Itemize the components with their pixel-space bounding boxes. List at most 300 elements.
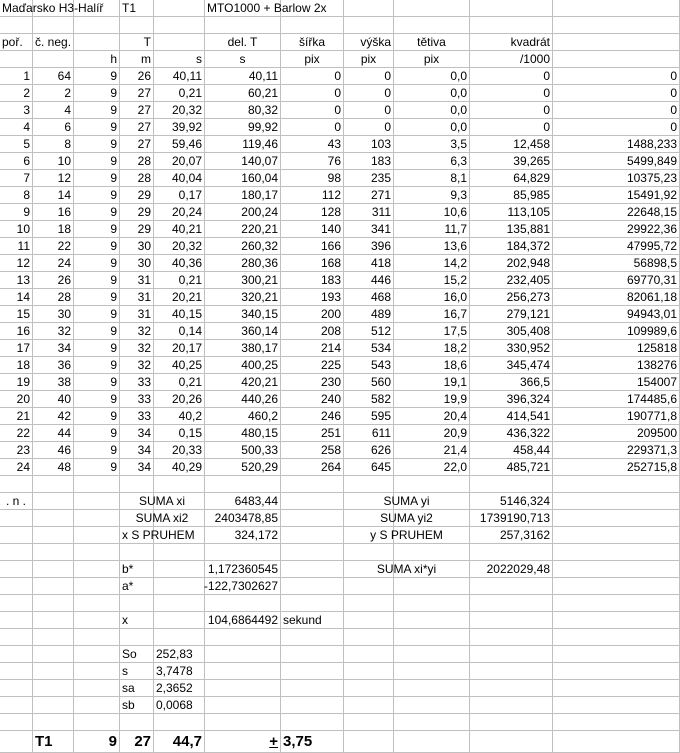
data-cell[interactable]: 396,324 [470, 391, 553, 408]
grid-cell[interactable] [281, 595, 344, 612]
sb-label[interactable]: sb [120, 697, 154, 714]
data-cell[interactable]: 6 [33, 119, 74, 136]
data-cell[interactable]: 20,32 [154, 102, 205, 119]
data-cell[interactable]: 39,265 [470, 153, 553, 170]
column-header[interactable] [154, 34, 205, 51]
data-cell[interactable]: 485,721 [470, 459, 553, 476]
data-cell[interactable]: 5499,849 [553, 153, 680, 170]
column-header[interactable]: T [120, 34, 154, 51]
data-cell[interactable]: 60,21 [205, 85, 281, 102]
unit-header[interactable] [0, 51, 33, 68]
data-cell[interactable]: 32 [33, 323, 74, 340]
data-cell[interactable]: 9 [74, 306, 120, 323]
data-cell[interactable]: 22 [0, 425, 33, 442]
data-cell[interactable]: 40,21 [154, 221, 205, 238]
data-cell[interactable]: 20,26 [154, 391, 205, 408]
n-label[interactable]: . n . [0, 493, 33, 510]
data-cell[interactable]: 0 [281, 68, 344, 85]
data-cell[interactable]: 24 [0, 459, 33, 476]
data-cell[interactable]: 99,92 [205, 119, 281, 136]
grid-cell[interactable] [553, 493, 680, 510]
data-cell[interactable]: 56898,5 [553, 255, 680, 272]
plus-minus-sign[interactable]: + [205, 731, 281, 753]
data-cell[interactable]: 16,7 [394, 306, 470, 323]
so-label[interactable]: So [120, 646, 154, 663]
data-cell[interactable]: 14 [33, 187, 74, 204]
b-value[interactable]: 1,172360545 [154, 561, 281, 578]
suma-xiyi-label[interactable]: SUMA xi*yi [344, 561, 470, 578]
grid-cell[interactable] [33, 714, 74, 731]
data-cell[interactable]: 183 [344, 153, 394, 170]
grid-cell[interactable] [0, 646, 33, 663]
grid-cell[interactable] [74, 527, 120, 544]
data-cell[interactable]: 9 [74, 459, 120, 476]
data-cell[interactable]: 311 [344, 204, 394, 221]
data-cell[interactable]: 543 [344, 357, 394, 374]
data-cell[interactable]: 258 [281, 442, 344, 459]
data-cell[interactable]: 446 [344, 272, 394, 289]
data-cell[interactable]: 0,14 [154, 323, 205, 340]
data-cell[interactable]: 26 [120, 68, 154, 85]
data-cell[interactable]: 26 [33, 272, 74, 289]
data-cell[interactable]: 9,3 [394, 187, 470, 204]
grid-cell[interactable] [33, 595, 74, 612]
grid-cell[interactable] [553, 510, 680, 527]
grid-cell[interactable] [470, 646, 553, 663]
grid-cell[interactable] [33, 680, 74, 697]
grid-cell[interactable] [74, 714, 120, 731]
data-cell[interactable]: 20,24 [154, 204, 205, 221]
data-cell[interactable]: 20,32 [154, 238, 205, 255]
data-cell[interactable]: 154007 [553, 374, 680, 391]
grid-cell[interactable] [553, 17, 680, 34]
data-cell[interactable]: 29 [120, 187, 154, 204]
grid-cell[interactable] [470, 544, 553, 561]
data-cell[interactable]: 520,29 [205, 459, 281, 476]
data-cell[interactable]: 180,17 [205, 187, 281, 204]
data-cell[interactable]: 9 [74, 357, 120, 374]
grid-cell[interactable] [154, 544, 205, 561]
suma-xi-label[interactable]: SUMA xi [120, 493, 205, 510]
data-cell[interactable]: 31 [120, 306, 154, 323]
data-cell[interactable]: 9 [74, 323, 120, 340]
data-cell[interactable]: 69770,31 [553, 272, 680, 289]
grid-cell[interactable] [394, 663, 470, 680]
grid-cell[interactable] [394, 646, 470, 663]
data-cell[interactable]: 22 [33, 238, 74, 255]
unit-header[interactable]: h [74, 51, 120, 68]
data-cell[interactable]: 20,9 [394, 425, 470, 442]
data-cell[interactable]: 380,17 [205, 340, 281, 357]
grid-cell[interactable] [33, 17, 74, 34]
data-cell[interactable]: 2 [0, 85, 33, 102]
data-cell[interactable]: 46 [33, 442, 74, 459]
a-label[interactable]: a* [120, 578, 154, 595]
data-cell[interactable]: 168 [281, 255, 344, 272]
data-cell[interactable]: 19,1 [394, 374, 470, 391]
data-cell[interactable]: 3,5 [394, 136, 470, 153]
grid-cell[interactable] [394, 544, 470, 561]
data-cell[interactable]: 20,21 [154, 289, 205, 306]
data-cell[interactable]: 345,474 [470, 357, 553, 374]
result-seconds[interactable]: 44,7 [154, 731, 205, 753]
data-cell[interactable]: 193 [281, 289, 344, 306]
unit-header[interactable]: pix [344, 51, 394, 68]
grid-cell[interactable] [344, 0, 394, 17]
data-cell[interactable]: 103 [344, 136, 394, 153]
grid-cell[interactable] [0, 697, 33, 714]
grid-cell[interactable] [394, 714, 470, 731]
data-cell[interactable]: 9 [74, 204, 120, 221]
data-cell[interactable]: 0,0 [394, 119, 470, 136]
grid-cell[interactable] [0, 527, 33, 544]
grid-cell[interactable] [205, 544, 281, 561]
data-cell[interactable]: 582 [344, 391, 394, 408]
data-cell[interactable]: 9 [74, 391, 120, 408]
data-cell[interactable]: 414,541 [470, 408, 553, 425]
grid-cell[interactable] [470, 612, 553, 629]
data-cell[interactable]: 0 [281, 119, 344, 136]
grid-cell[interactable] [154, 595, 205, 612]
data-cell[interactable]: 330,952 [470, 340, 553, 357]
grid-cell[interactable] [33, 510, 74, 527]
grid-cell[interactable] [394, 697, 470, 714]
data-cell[interactable]: 19 [0, 374, 33, 391]
grid-cell[interactable] [281, 646, 344, 663]
data-cell[interactable]: 40,11 [154, 68, 205, 85]
data-cell[interactable]: 12,458 [470, 136, 553, 153]
sa-value[interactable]: 2,3652 [154, 680, 205, 697]
result-minutes[interactable]: 27 [120, 731, 154, 753]
data-cell[interactable]: 40,25 [154, 357, 205, 374]
data-cell[interactable]: 200 [281, 306, 344, 323]
data-cell[interactable]: 489 [344, 306, 394, 323]
data-cell[interactable]: 560 [344, 374, 394, 391]
grid-cell[interactable] [0, 663, 33, 680]
grid-cell[interactable] [74, 476, 120, 493]
grid-cell[interactable] [33, 578, 74, 595]
data-cell[interactable]: 300,21 [205, 272, 281, 289]
data-cell[interactable]: 9 [0, 204, 33, 221]
data-cell[interactable]: 140,07 [205, 153, 281, 170]
suma-yi2-value[interactable]: 1739190,713 [470, 510, 553, 527]
result-error[interactable]: 3,75 [281, 731, 344, 753]
unit-header[interactable] [553, 51, 680, 68]
grid-cell[interactable] [205, 714, 281, 731]
data-cell[interactable]: 40,29 [154, 459, 205, 476]
data-cell[interactable]: 10 [33, 153, 74, 170]
unit-header[interactable]: s [154, 51, 205, 68]
grid-cell[interactable] [344, 578, 394, 595]
data-cell[interactable]: 440,26 [205, 391, 281, 408]
data-cell[interactable]: 125818 [553, 340, 680, 357]
grid-cell[interactable] [281, 578, 344, 595]
grid-cell[interactable] [553, 578, 680, 595]
data-cell[interactable]: 7 [0, 170, 33, 187]
grid-cell[interactable] [470, 17, 553, 34]
grid-cell[interactable] [154, 0, 205, 17]
grid-cell[interactable] [281, 493, 344, 510]
x-label[interactable]: x [120, 612, 154, 629]
data-cell[interactable]: 12 [33, 170, 74, 187]
unit-header[interactable]: m [120, 51, 154, 68]
data-cell[interactable]: 305,408 [470, 323, 553, 340]
data-cell[interactable]: 160,04 [205, 170, 281, 187]
grid-cell[interactable] [74, 510, 120, 527]
data-cell[interactable]: 360,14 [205, 323, 281, 340]
data-cell[interactable]: 29 [120, 221, 154, 238]
data-cell[interactable]: 16,0 [394, 289, 470, 306]
data-cell[interactable]: 340,15 [205, 306, 281, 323]
data-cell[interactable]: 30 [120, 255, 154, 272]
data-cell[interactable]: 30 [120, 238, 154, 255]
data-cell[interactable]: 0 [553, 68, 680, 85]
data-cell[interactable]: 6,3 [394, 153, 470, 170]
data-cell[interactable]: 480,15 [205, 425, 281, 442]
data-cell[interactable]: 82061,18 [553, 289, 680, 306]
grid-cell[interactable] [553, 544, 680, 561]
data-cell[interactable]: 18 [0, 357, 33, 374]
grid-cell[interactable] [394, 17, 470, 34]
data-cell[interactable]: 109989,6 [553, 323, 680, 340]
data-cell[interactable]: 0 [281, 85, 344, 102]
grid-cell[interactable] [33, 476, 74, 493]
grid-cell[interactable] [205, 595, 281, 612]
data-cell[interactable]: 458,44 [470, 442, 553, 459]
grid-cell[interactable] [394, 731, 470, 753]
data-cell[interactable]: 33 [120, 374, 154, 391]
data-cell[interactable]: 13,6 [394, 238, 470, 255]
y-pruhem-value[interactable]: 257,3162 [470, 527, 553, 544]
data-cell[interactable]: 17 [0, 340, 33, 357]
grid-cell[interactable] [74, 578, 120, 595]
grid-cell[interactable] [74, 544, 120, 561]
data-cell[interactable]: 0,21 [154, 272, 205, 289]
grid-cell[interactable] [154, 714, 205, 731]
sb-value[interactable]: 0,0068 [154, 697, 205, 714]
grid-cell[interactable] [470, 663, 553, 680]
suma-yi2-label[interactable]: SUMA yi2 [344, 510, 470, 527]
data-cell[interactable]: 28 [120, 153, 154, 170]
data-cell[interactable]: 48 [33, 459, 74, 476]
data-cell[interactable]: 16 [0, 323, 33, 340]
grid-cell[interactable] [205, 17, 281, 34]
data-cell[interactable]: 6 [0, 153, 33, 170]
grid-cell[interactable] [281, 476, 344, 493]
data-cell[interactable]: 10,6 [394, 204, 470, 221]
data-cell[interactable]: 225 [281, 357, 344, 374]
data-cell[interactable]: 235 [344, 170, 394, 187]
grid-cell[interactable] [344, 731, 394, 753]
data-cell[interactable]: 23 [0, 442, 33, 459]
grid-cell[interactable] [281, 680, 344, 697]
data-cell[interactable]: 15491,92 [553, 187, 680, 204]
data-cell[interactable]: 34 [33, 340, 74, 357]
data-cell[interactable]: 80,32 [205, 102, 281, 119]
data-cell[interactable]: 20,33 [154, 442, 205, 459]
data-cell[interactable]: 29922,36 [553, 221, 680, 238]
grid-cell[interactable] [33, 493, 74, 510]
sa-label[interactable]: sa [120, 680, 154, 697]
data-cell[interactable]: 11,7 [394, 221, 470, 238]
result-label[interactable]: T1 [33, 731, 74, 753]
grid-cell[interactable] [74, 680, 120, 697]
data-cell[interactable]: 10375,23 [553, 170, 680, 187]
data-cell[interactable]: 366,5 [470, 374, 553, 391]
data-cell[interactable]: 396 [344, 238, 394, 255]
data-cell[interactable]: 246 [281, 408, 344, 425]
data-cell[interactable]: 256,273 [470, 289, 553, 306]
grid-cell[interactable] [344, 544, 394, 561]
data-cell[interactable]: 119,46 [205, 136, 281, 153]
data-cell[interactable]: 214 [281, 340, 344, 357]
grid-cell[interactable] [0, 595, 33, 612]
unit-header[interactable]: pix [394, 51, 470, 68]
grid-cell[interactable] [281, 544, 344, 561]
data-cell[interactable]: 8,1 [394, 170, 470, 187]
grid-cell[interactable] [120, 714, 154, 731]
grid-cell[interactable] [154, 629, 205, 646]
data-cell[interactable]: 0 [553, 119, 680, 136]
data-cell[interactable]: 113,105 [470, 204, 553, 221]
grid-cell[interactable] [0, 544, 33, 561]
grid-cell[interactable] [154, 476, 205, 493]
suma-xiyi-value[interactable]: 2022029,48 [470, 561, 553, 578]
data-cell[interactable]: 11 [0, 238, 33, 255]
grid-cell[interactable] [281, 697, 344, 714]
data-cell[interactable]: 18,6 [394, 357, 470, 374]
grid-cell[interactable] [33, 663, 74, 680]
data-cell[interactable]: 24 [33, 255, 74, 272]
grid-cell[interactable] [281, 527, 344, 544]
data-cell[interactable]: 220,21 [205, 221, 281, 238]
data-cell[interactable]: 15 [0, 306, 33, 323]
data-cell[interactable]: 9 [74, 425, 120, 442]
column-header[interactable]: del. T [205, 34, 281, 51]
data-cell[interactable]: 36 [33, 357, 74, 374]
data-cell[interactable]: 21,4 [394, 442, 470, 459]
column-header[interactable] [553, 34, 680, 51]
unit-header[interactable]: /1000 [470, 51, 553, 68]
grid-cell[interactable] [205, 476, 281, 493]
grid-cell[interactable] [344, 629, 394, 646]
data-cell[interactable]: 28 [33, 289, 74, 306]
data-cell[interactable]: 18,2 [394, 340, 470, 357]
grid-cell[interactable] [553, 714, 680, 731]
data-cell[interactable]: 229371,3 [553, 442, 680, 459]
data-cell[interactable]: 0,21 [154, 85, 205, 102]
data-cell[interactable]: 271 [344, 187, 394, 204]
data-cell[interactable]: 611 [344, 425, 394, 442]
grid-cell[interactable] [33, 646, 74, 663]
data-cell[interactable]: 0 [553, 85, 680, 102]
data-cell[interactable]: 29 [120, 204, 154, 221]
grid-cell[interactable] [33, 629, 74, 646]
data-cell[interactable]: 9 [74, 408, 120, 425]
sheet-title[interactable]: Maďarsko H3-Halíř [0, 0, 120, 17]
data-cell[interactable]: 202,948 [470, 255, 553, 272]
data-cell[interactable]: 31 [120, 272, 154, 289]
data-cell[interactable]: 512 [344, 323, 394, 340]
data-cell[interactable]: 230 [281, 374, 344, 391]
grid-cell[interactable] [120, 544, 154, 561]
grid-cell[interactable] [205, 663, 281, 680]
data-cell[interactable]: 460,2 [205, 408, 281, 425]
a-value[interactable]: -122,7302627 [154, 578, 281, 595]
data-cell[interactable]: 184,372 [470, 238, 553, 255]
x-pruhem-value[interactable]: 324,172 [205, 527, 281, 544]
grid-cell[interactable] [0, 17, 33, 34]
data-cell[interactable]: 38 [33, 374, 74, 391]
data-cell[interactable]: 9 [74, 442, 120, 459]
data-cell[interactable]: 34 [120, 425, 154, 442]
data-cell[interactable]: 30 [33, 306, 74, 323]
grid-cell[interactable] [470, 578, 553, 595]
column-header[interactable]: šířka [281, 34, 344, 51]
grid-cell[interactable] [33, 612, 74, 629]
data-cell[interactable]: 21 [0, 408, 33, 425]
grid-cell[interactable] [344, 680, 394, 697]
data-cell[interactable]: 190771,8 [553, 408, 680, 425]
data-cell[interactable]: 0,0 [394, 68, 470, 85]
data-cell[interactable]: 27 [120, 102, 154, 119]
data-cell[interactable]: 40,04 [154, 170, 205, 187]
grid-cell[interactable] [344, 476, 394, 493]
data-cell[interactable]: 1488,233 [553, 136, 680, 153]
grid-cell[interactable] [553, 646, 680, 663]
suma-xi2-value[interactable]: 2403478,85 [205, 510, 281, 527]
grid-cell[interactable] [281, 714, 344, 731]
data-cell[interactable]: 400,25 [205, 357, 281, 374]
so-value[interactable]: 252,83 [154, 646, 205, 663]
grid-cell[interactable] [281, 17, 344, 34]
data-cell[interactable]: 112 [281, 187, 344, 204]
grid-cell[interactable] [0, 561, 33, 578]
grid-cell[interactable] [154, 17, 205, 34]
data-cell[interactable]: 626 [344, 442, 394, 459]
grid-cell[interactable] [205, 697, 281, 714]
grid-cell[interactable] [394, 629, 470, 646]
data-cell[interactable]: 33 [120, 408, 154, 425]
grid-cell[interactable] [74, 612, 120, 629]
grid-cell[interactable] [553, 680, 680, 697]
data-cell[interactable]: 39,92 [154, 119, 205, 136]
data-cell[interactable]: 534 [344, 340, 394, 357]
data-cell[interactable]: 252715,8 [553, 459, 680, 476]
data-cell[interactable]: 22648,15 [553, 204, 680, 221]
data-cell[interactable]: 10 [0, 221, 33, 238]
column-header[interactable]: výška [344, 34, 394, 51]
data-cell[interactable]: 4 [0, 119, 33, 136]
data-cell[interactable]: 279,121 [470, 306, 553, 323]
data-cell[interactable]: 27 [120, 136, 154, 153]
s-value[interactable]: 3,7478 [154, 663, 205, 680]
grid-cell[interactable] [74, 493, 120, 510]
data-cell[interactable]: 9 [74, 170, 120, 187]
data-cell[interactable]: 40,15 [154, 306, 205, 323]
grid-cell[interactable] [553, 476, 680, 493]
grid-cell[interactable] [470, 595, 553, 612]
grid-cell[interactable] [281, 663, 344, 680]
data-cell[interactable]: 76 [281, 153, 344, 170]
data-cell[interactable]: 0,0 [394, 85, 470, 102]
data-cell[interactable]: 251 [281, 425, 344, 442]
data-cell[interactable]: 98 [281, 170, 344, 187]
s-label[interactable]: s [120, 663, 154, 680]
grid-cell[interactable] [74, 697, 120, 714]
grid-cell[interactable] [33, 561, 74, 578]
data-cell[interactable]: 20 [0, 391, 33, 408]
